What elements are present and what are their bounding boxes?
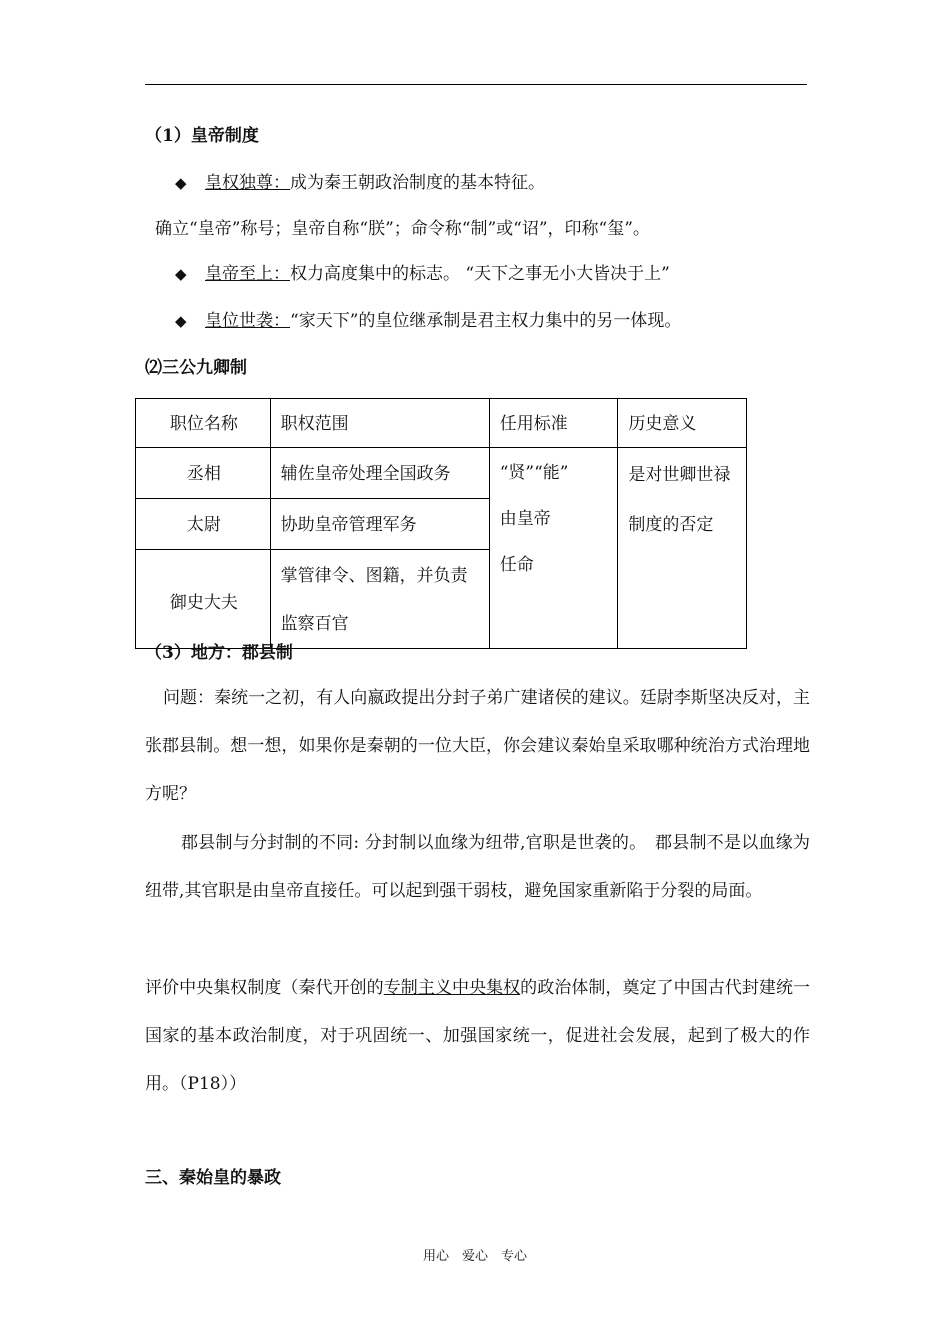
standard-line: 任命 [499,555,534,575]
table-header-row [136,399,747,448]
section2-heading: ⑵三公九卿制 [145,358,247,378]
difference-paragraph: 郡县制与分封制的不同: 分封制以血缘为纽带,官职是世袭的。 郡县制不是以血缘为纽带,其官职是由皇帝直接任。可以起到强干弱枝，避免国家重新陷于分裂的局面。 [145,833,810,901]
standard-line: 由皇帝 [499,509,551,529]
evaluation-text: 评价中央集权制度（秦代开创的 [145,978,384,998]
table-cell-title: 丞相 [136,448,271,499]
evaluation-term: 专制主义中央集权 [383,978,521,998]
officials-table [135,398,747,649]
table-cell-duty: 协助皇帝管理军务 [270,499,489,550]
term-label: 皇位世袭： [205,311,290,331]
list-item [175,171,545,195]
table-header-cell: 历史意义 [618,399,747,448]
section1-note: 确立“皇帝”称号；皇帝自称“朕”；命令称“制”或“诏”，印称“玺”。 [155,219,650,239]
table-header-cell: 职位名称 [136,399,271,448]
section3-heading: （3）地方：郡县制 [145,643,293,663]
table-cell-duty: 掌管律令、图籍，并负责监察百官 [270,550,489,649]
table-cell-title: 太尉 [136,499,271,550]
diamond-bullet-icon: ◆ [175,265,187,283]
table-cell-standard [489,448,618,649]
standard-line: “贤”“能” [499,463,569,483]
question-paragraph: 问题：秦统一之初，有人向嬴政提出分封子弟广建诸侯的建议。廷尉李斯坚决反对，主张郡县制。想一想，如果你是秦朝的一位大臣，你会建议秦始皇采取哪种统治方式治理地方呢？ [145,688,810,804]
table-cell-significance: 是对世卿世禄制度的否定 [618,448,747,649]
table-row [136,448,747,499]
evaluation-text: 的政治体制，奠定了中国古代封建统一国家的基本政治制度，对于巩固统一、加强国家统一，促进社会发展，起到了极大的作用。（P18）） [145,978,811,1094]
term-label: 皇帝至上： [205,264,290,284]
item-text: 权力高度集中的标志。 “天下之事无小大皆决于上” [290,264,670,284]
table-header-cell: 职权范围 [270,399,489,448]
diamond-bullet-icon: ◆ [175,312,187,330]
term-label: 皇权独尊： [205,173,290,193]
diamond-bullet-icon: ◆ [175,174,187,192]
header-rule [145,84,807,85]
page-footer: 用心 爱心 专心 [422,1249,527,1264]
table-header-cell: 任用标准 [489,399,618,448]
section1-heading: （1）皇帝制度 [145,126,259,146]
table-cell-duty: 辅佐皇帝处理全国政务 [270,448,489,499]
item-text: 成为秦王朝政治制度的基本特征。 [290,173,545,193]
item-text: “家天下”的皇位继承制是君主权力集中的另一体现。 [290,311,682,331]
table-cell-title: 御史大夫 [136,550,271,649]
section4-heading: 三、秦始皇的暴政 [145,1168,281,1188]
list-item [175,309,681,333]
evaluation-paragraph [145,964,810,1108]
list-item [175,262,670,286]
